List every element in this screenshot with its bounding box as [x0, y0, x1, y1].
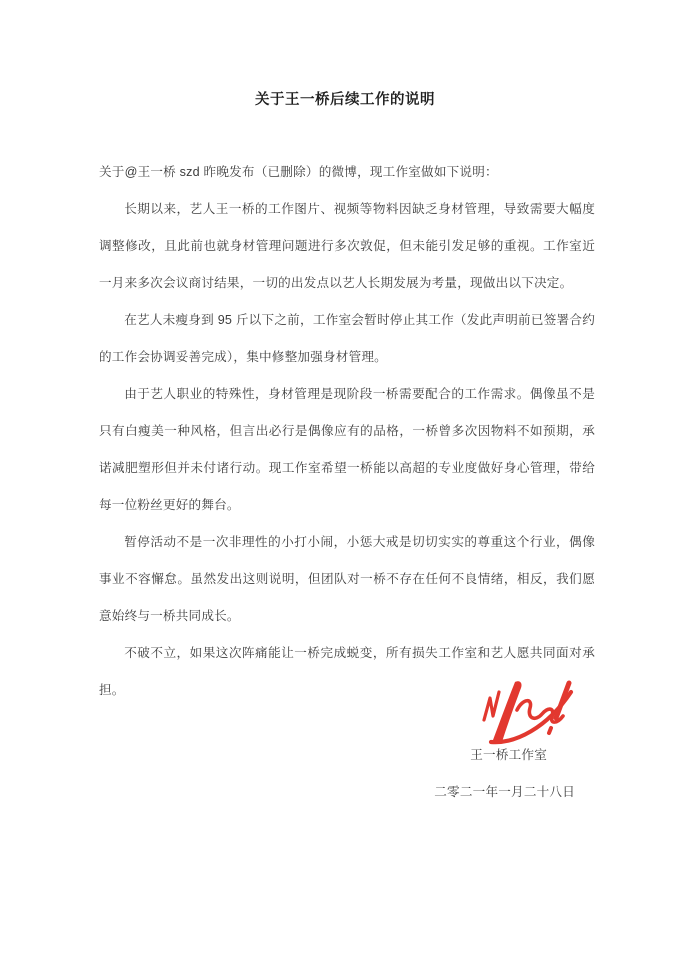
- body-paragraph-4: 暂停活动不是一次非理性的小打小闹，小惩大戒是切切实实的尊重这个行业，偶像事业不容懈怠。虽然发出这则说明，但团队对一桥不存在任何不良情绪，相反，我们愿意始终与一桥共同成长。: [99, 535, 595, 623]
- body-paragraph-3: 由于艺人职业的特殊性，身材管理是现阶段一桥需要配合的工作需求。偶像虽不是只有白瘦美一种风格，但言出必行是偶像应有的品格，一桥曾多次因物料不如预期，承诺减肥塑形但并未付诸行动。现工作室希望一桥能以高超的专业度做好身心管理，带给每一位粉丝更好的舞台。: [99, 387, 595, 512]
- body-paragraph-2: 在艺人未瘦身到 95 斤以下之前，工作室会暂时停止其工作（发此声明前已签署合约的工作会协调妥善完成），集中修整加强身材管理。: [99, 313, 595, 364]
- body-paragraph-5: 不破不立，如果这次阵痛能让一桥完成蜕变，所有损失工作室和艺人愿共同面对承担。: [99, 646, 595, 697]
- body-paragraph-1: 长期以来，艺人王一桥的工作图片、视频等物料因缺乏身材管理，导致需要大幅度调整修改，且此前也就身材管理问题进行多次敦促，但未能引发足够的重视。工作室近一月来多次会议商讨结果，一切的出发点以艺人长期发展为考量，现做出以下决定。: [99, 202, 595, 290]
- document-title: 关于王一桥后续工作的说明: [255, 92, 435, 108]
- signature-studio-name: 王一桥工作室: [470, 748, 547, 762]
- intro-paragraph: 关于@王一桥 szd 昨晚发布（已删除）的微博，现工作室做如下说明：: [99, 165, 498, 179]
- document-body: [99, 154, 595, 811]
- signature-date: 二零二一年一月二十八日: [434, 785, 575, 799]
